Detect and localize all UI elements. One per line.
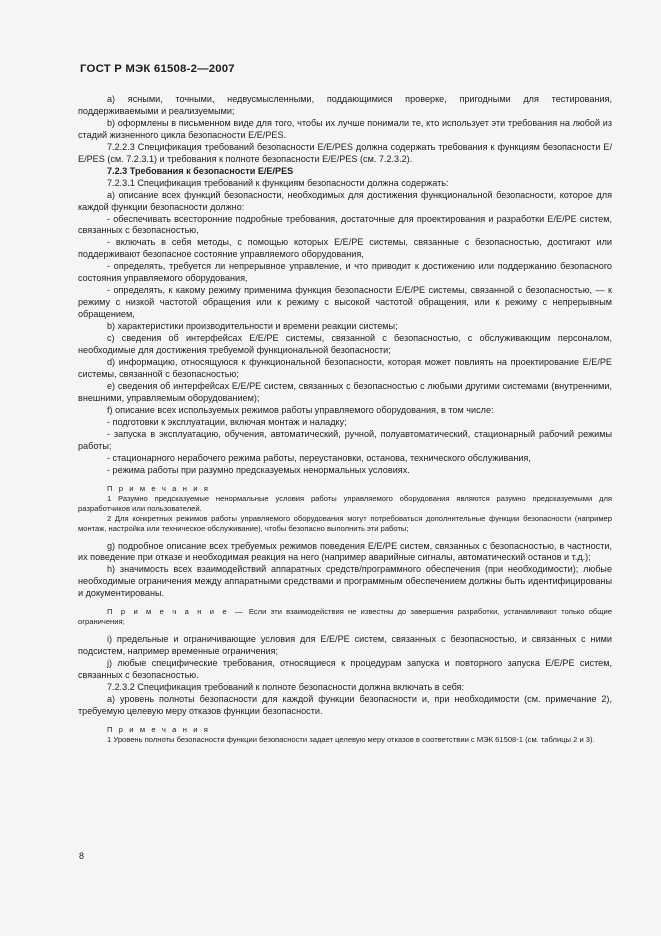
paragraph: - запуска в эксплуатацию, обучения, автоматический, ручной, полуавтоматический, стационарный рабочий режимы работы; <box>78 428 612 451</box>
note-title: П р и м е ч а н и е — <box>107 607 245 617</box>
paragraph: i) предельные и ограничивающие условия для Е/Е/PE систем, связанных с безопасностью, и связанных с ними подсистем, например временные ограничения; <box>78 634 612 657</box>
paragraph: - включать в себя методы, с помощью которых Е/Е/PE системы, связанные с безопасностью, достигают или поддерживают безопасное состояние управляемого оборудования, <box>78 237 612 260</box>
notes-block <box>78 484 612 534</box>
paragraph: 7.2.2.3 Спецификация требований безопасности Е/Е/PES должна содержать требования к функциям безопасности Е/Е/PES (см. 7.2.3.1) и требования к полноте безопасности Е/Е/PES (см. 7.2.3.2). <box>78 141 612 164</box>
notes-title: П р и м е ч а н и я <box>107 724 210 734</box>
paragraph: 7.2.3.1 Спецификация требований к функциям безопасности должна содержать: <box>107 177 449 188</box>
paragraph: а) ясными, точными, недвусмысленными, поддающимися проверке, пригодными для тестирования, поддерживаемыми и реализуемыми; <box>78 94 612 116</box>
note-item: 1 Разумно предсказуемые ненормальные условия работы управляемого оборудования являются разумно предсказуемыми для разработчиков или пользователей. <box>78 493 612 513</box>
paragraph: h) значимость всех взаимодействий аппаратных средств/программного обеспечения (при необходимости); любые необходимые ограничения между аппаратными средствами и программным обеспечением должны быть идентифицированы и документированы. <box>78 564 612 599</box>
paragraph: g) подробное описание всех требуемых режимов поведения Е/Е/PE систем, связанных с безопасностью, в частности, их поведение при отказе и необходимая реакция на него (например аварийные сигналы, автоматический останов и т.д.); <box>78 540 612 563</box>
paragraph: b) характеристики производительности и времени реакции системы; <box>107 321 398 332</box>
paragraph: - обеспечивать всесторонние подробные требования, достаточные для проектирования и разработки Е/Е/PE систем, связанных с безопасностью, <box>78 213 612 236</box>
paragraph: - режима работы при разумно предсказуемых ненормальных условиях. <box>107 464 410 475</box>
notes-block <box>78 725 612 745</box>
paragraph: - подготовки к эксплуатации, включая монтаж и наладку; <box>107 416 347 427</box>
paragraph: а) описание всех функций безопасности, необходимых для достижения функциональной безопасности, которое для каждой функции безопасности должно: <box>78 189 612 212</box>
paragraph: e) сведения об интерфейсах Е/Е/PE систем, связанных с безопасностью с любыми другими системами (внутренними, внешними, управляемым оборудованием); <box>78 380 612 403</box>
section-heading: 7.2.3 Требования к безопасности Е/Е/PES <box>107 165 294 176</box>
paragraph: - определять, требуется ли непрерывное управление, и что приводит к достижению или поддержанию безопасного состояния управляемого оборудования, <box>78 261 612 284</box>
note-block <box>78 607 612 627</box>
paragraph: c) сведения об интерфейсах Е/Е/PE системы, связанной с безопасностью, с обслуживающим персоналом, необходимые для достижения требуемой функциональной безопасности; <box>78 333 612 356</box>
notes-title: П р и м е ч а н и я <box>107 483 210 493</box>
page-number: 8 <box>79 851 85 861</box>
note-text: Если эти взаимодействия не известны до завершения разработки, устанавливают только общие ограничения; <box>78 607 612 627</box>
paragraph: d) информацию, относящуюся к функциональной безопасности, которая может повлиять на проектирование Е/Е/PE системы, связанной с безопасностью; <box>78 356 612 379</box>
note-item: 2 Для конкретных режимов работы управляемого оборудования могут потребоваться дополнительные функции безопасности (например монтаж, настройка или техническое обслуживание), чтобы безопасно выполнить эти работы; <box>78 513 612 533</box>
paragraph: b) оформлены в письменном виде для того, чтобы их лучше понимали те, кто использует эти требования на любой из стадий жизненного цикла безопасности Е/Е/PES. <box>78 117 612 140</box>
page-header-title: ГОСТ Р МЭК 61508-2—2007 <box>80 63 235 75</box>
paragraph: 7.2.3.2 Спецификация требований к полноте безопасности должна включать в себя: <box>107 682 465 693</box>
paragraph: - определять, к какому режиму применима функция безопасности Е/Е/PE системы, связанной с безопасностью, — к режиму с низкой частотой обращения или к режиму с высокой частотой обращения, или к режиму с непрерывным обращением, <box>78 285 612 320</box>
paragraph: f) описание всех используемых режимов работы управляемого оборудования, в том числе: <box>107 404 494 415</box>
paragraph: - стационарного нерабочего режима работы, переустановки, останова, технического обслуживания, <box>107 452 531 463</box>
note-item: 1 Уровень полноты безопасности функции безопасности задает целевую меру отказов в соответствии с МЭК 61508-1 (см. таблицы 2 и 3). <box>107 734 595 744</box>
paragraph: j) любые специфические требования, относящиеся к процедурам запуска и повторного запуска Е/Е/PE систем, связанных с безопасностью. <box>78 658 612 681</box>
document-body <box>78 94 612 745</box>
paragraph: а) уровень полноты безопасности для каждой функции безопасности и, при необходимости (см. примечание 2), требуемую целевую меру отказов функции безопасности. <box>78 694 612 716</box>
note-item <box>78 607 612 627</box>
